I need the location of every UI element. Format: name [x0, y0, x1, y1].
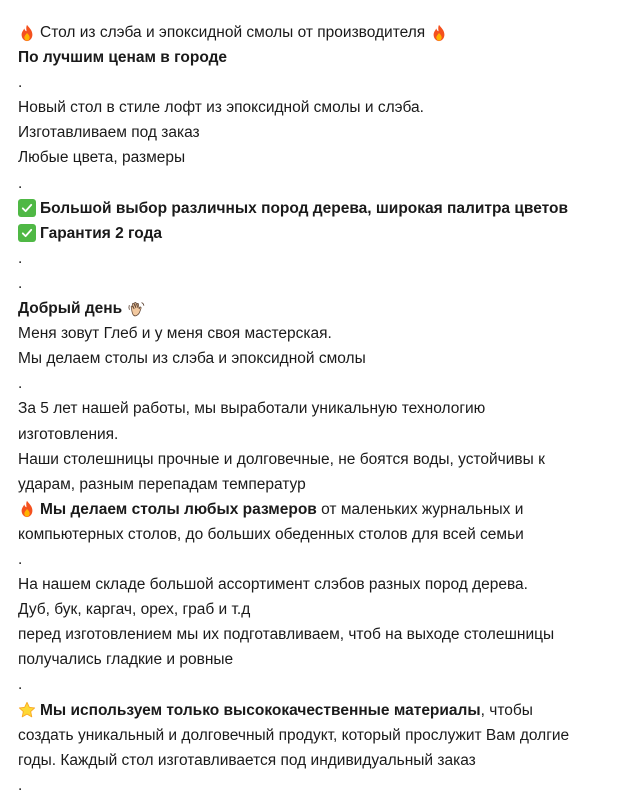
- text-line: Гарантия 2 года: [18, 221, 621, 246]
- text-line: создать уникальный и долговечный продукт, который прослужит Вам долгие: [18, 726, 570, 744]
- text-line: получались гладкие и ровные: [18, 651, 234, 669]
- fire-icon: [18, 500, 36, 518]
- text-line: Мы делаем столы из слэба и эпоксидной смолы: [18, 350, 366, 368]
- text-line: Новый стол в стиле лофт из эпоксидной смолы и слэба.: [18, 99, 424, 117]
- headline-text: Стол из слэба и эпоксидной смолы от производителя: [40, 24, 426, 41]
- text-line: годы. Каждый стол изготавливается под индивидуальный заказ: [18, 751, 476, 769]
- greeting-text: Добрый день: [18, 300, 123, 318]
- text-line: За 5 лет нашей работы, мы выработали уникальную технологию: [18, 400, 486, 418]
- check-mark-icon: [18, 224, 36, 242]
- separator-dot: .: [18, 274, 23, 292]
- check-mark-icon: [18, 199, 36, 217]
- separator-dot: .: [18, 550, 23, 568]
- text-line: Дуб, бук, каргач, орех, граб и т.д: [18, 601, 251, 619]
- text-line: перед изготовлением мы их подготавливаем, чтоб на выходе столешницы: [18, 626, 555, 644]
- text-line: [18, 20, 621, 45]
- text-line: компьютерных столов, до больших обеденных столов для всей семьи: [18, 525, 524, 543]
- subheadline-text: По лучшим ценам в городе: [18, 49, 228, 67]
- separator-dot: .: [18, 249, 23, 267]
- text-line: изготовления.: [18, 425, 119, 443]
- separator-dot: .: [18, 174, 23, 192]
- separator-dot: .: [18, 74, 23, 92]
- star-icon: [18, 701, 36, 719]
- text-line: [18, 45, 621, 70]
- text-line: Любые цвета, размеры: [18, 149, 186, 167]
- fire-icon: [430, 24, 448, 42]
- text-line: Наши столешницы прочные и долговечные, не боятся воды, устойчивы к: [18, 450, 545, 468]
- waving-hand-icon: [127, 300, 145, 318]
- text-line: Мы делаем столы любых размеров от маленьких журнальных и: [18, 497, 621, 522]
- fire-icon: [18, 24, 36, 42]
- text-line: [18, 296, 621, 321]
- separator-dot: .: [18, 375, 23, 393]
- separator-dot: .: [18, 676, 23, 694]
- text-line: Большой выбор различных пород дерева, широкая палитра цветов: [18, 196, 621, 221]
- text-line: На нашем складе большой ассортимент слэбов разных пород дерева.: [18, 576, 528, 594]
- text-line: Изготавливаем под заказ: [18, 124, 200, 142]
- text-line: Мы используем только высококачественные материалы , чтобы: [18, 698, 621, 723]
- text-line: ударам, разным перепадам температур: [18, 475, 306, 493]
- separator-dot: .: [18, 776, 23, 794]
- text-line: Меня зовут Глеб и у меня своя мастерская.: [18, 325, 332, 343]
